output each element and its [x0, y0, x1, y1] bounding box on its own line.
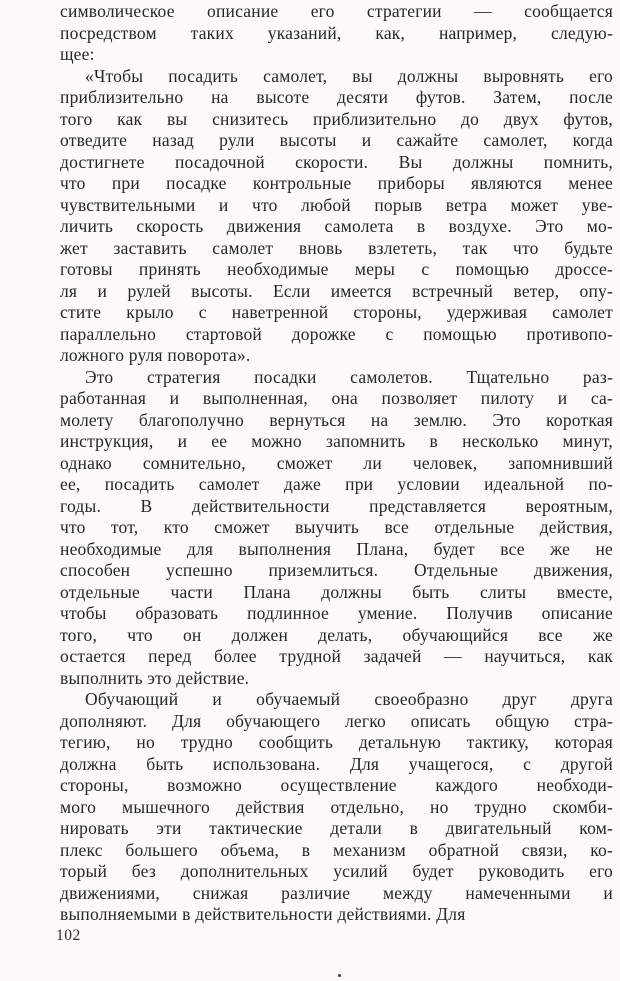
text-block [60, 1, 613, 926]
text-line: Обучающий и обучаемый своеобразно друг друга [85, 689, 613, 709]
text-line: ее, посадить самолет даже при условии идеальной по- [60, 474, 613, 494]
text-line: должна быть использована. Для учащегося, с другой [60, 753, 613, 774]
text-line: готовы принять необходимые меры с помощью дроссе- [60, 259, 613, 279]
text-line: плекс большего объема, в механизм обратной связи, ко- [60, 839, 613, 860]
text-line: работанная и выполненная, она позволяет пилоту и са- [60, 388, 613, 408]
text-line: ля и рулей высоты. Если имеется встречный ветер, опу- [60, 280, 613, 301]
text-line: торый без дополнительных усилий будет руководить его [60, 861, 613, 881]
paragraph [60, 66, 613, 367]
text-line: ложного руля поворота». [60, 345, 251, 365]
paragraph [60, 1, 613, 66]
text-line: дополняют. Для обучающего легко описать общую стра- [60, 710, 613, 731]
text-line: того как вы снизитесь приблизительно до двух футов, [60, 108, 613, 129]
text-line: того, что он должен делать, обучающийся все же [60, 624, 613, 645]
text-line: чувствительными и что любой порыв ветра может уве- [60, 194, 613, 215]
text-line: «Чтобы посадить самолет, вы должны выровнять его [85, 65, 613, 86]
text-line: что тот, кто сможет выучить все отдельные действия, [60, 517, 613, 537]
text-line: щее: [60, 44, 95, 64]
text-line: годы. В действительности представляется вероятным, [60, 495, 613, 516]
text-line: однако сомнительно, сможет ли человек, запомнивший [60, 452, 613, 473]
text-line: способен успешно приземлиться. Отдельные движения, [60, 560, 613, 580]
text-line: отдельные части Плана должны быть слиты вместе, [60, 581, 613, 602]
text-line: Это стратегия посадки самолетов. Тщательно раз- [85, 366, 613, 387]
text-line: отведите назад рули высоты и сажайте самолет, когда [60, 130, 613, 150]
text-line: движениями, снижая различие между намеченными и [60, 882, 613, 903]
ink-dot-artifact [338, 974, 341, 977]
page-number: 102 [56, 927, 81, 944]
text-line: жет заставить самолет вновь взлететь, так что будьте [60, 237, 613, 258]
text-line: выполняемыми в действительности действиями. Для [60, 904, 466, 924]
text-line: чтобы образовать подлинное умение. Получив описание [60, 603, 613, 623]
text-line: выполнить это действие. [60, 667, 250, 688]
text-line: стите крыло с наветренной стороны, удерживая самолет [60, 302, 613, 322]
text-line: что при посадке контрольные приборы являются менее [60, 173, 613, 193]
text-line: личить скорость движения самолета в воздухе. Это мо- [60, 216, 613, 236]
text-line: необходимые для выполнения Плана, будет все же не [60, 538, 613, 559]
text-line: приблизительно на высоте десяти футов. Затем, после [60, 87, 613, 107]
paragraph [60, 367, 613, 690]
text-line: мого мышечного действия отдельно, но трудно скомби- [60, 796, 613, 817]
text-line: нировать эти тактические детали в двигательный ком- [60, 818, 613, 838]
text-line: посредством таких указаний, как, например, следую- [60, 22, 613, 43]
paragraph [60, 689, 613, 926]
text-line: остается перед более трудной задачей — научиться, как [60, 646, 613, 666]
text-line: молету благополучно вернуться на землю. Это короткая [60, 409, 613, 430]
text-line: символическое описание его стратегии — сообщается [60, 1, 613, 21]
text-line: инструкция, и ее можно запомнить в несколько минут, [60, 431, 613, 451]
text-line: тегию, но трудно сообщить детальную тактику, которая [60, 732, 613, 752]
text-line: параллельно стартовой дорожке с помощью противопо- [60, 323, 613, 344]
text-line: стороны, возможно осуществление каждого необходи- [60, 775, 613, 795]
text-line: достигнете посадочной скорости. Вы должны помнить, [60, 151, 613, 172]
